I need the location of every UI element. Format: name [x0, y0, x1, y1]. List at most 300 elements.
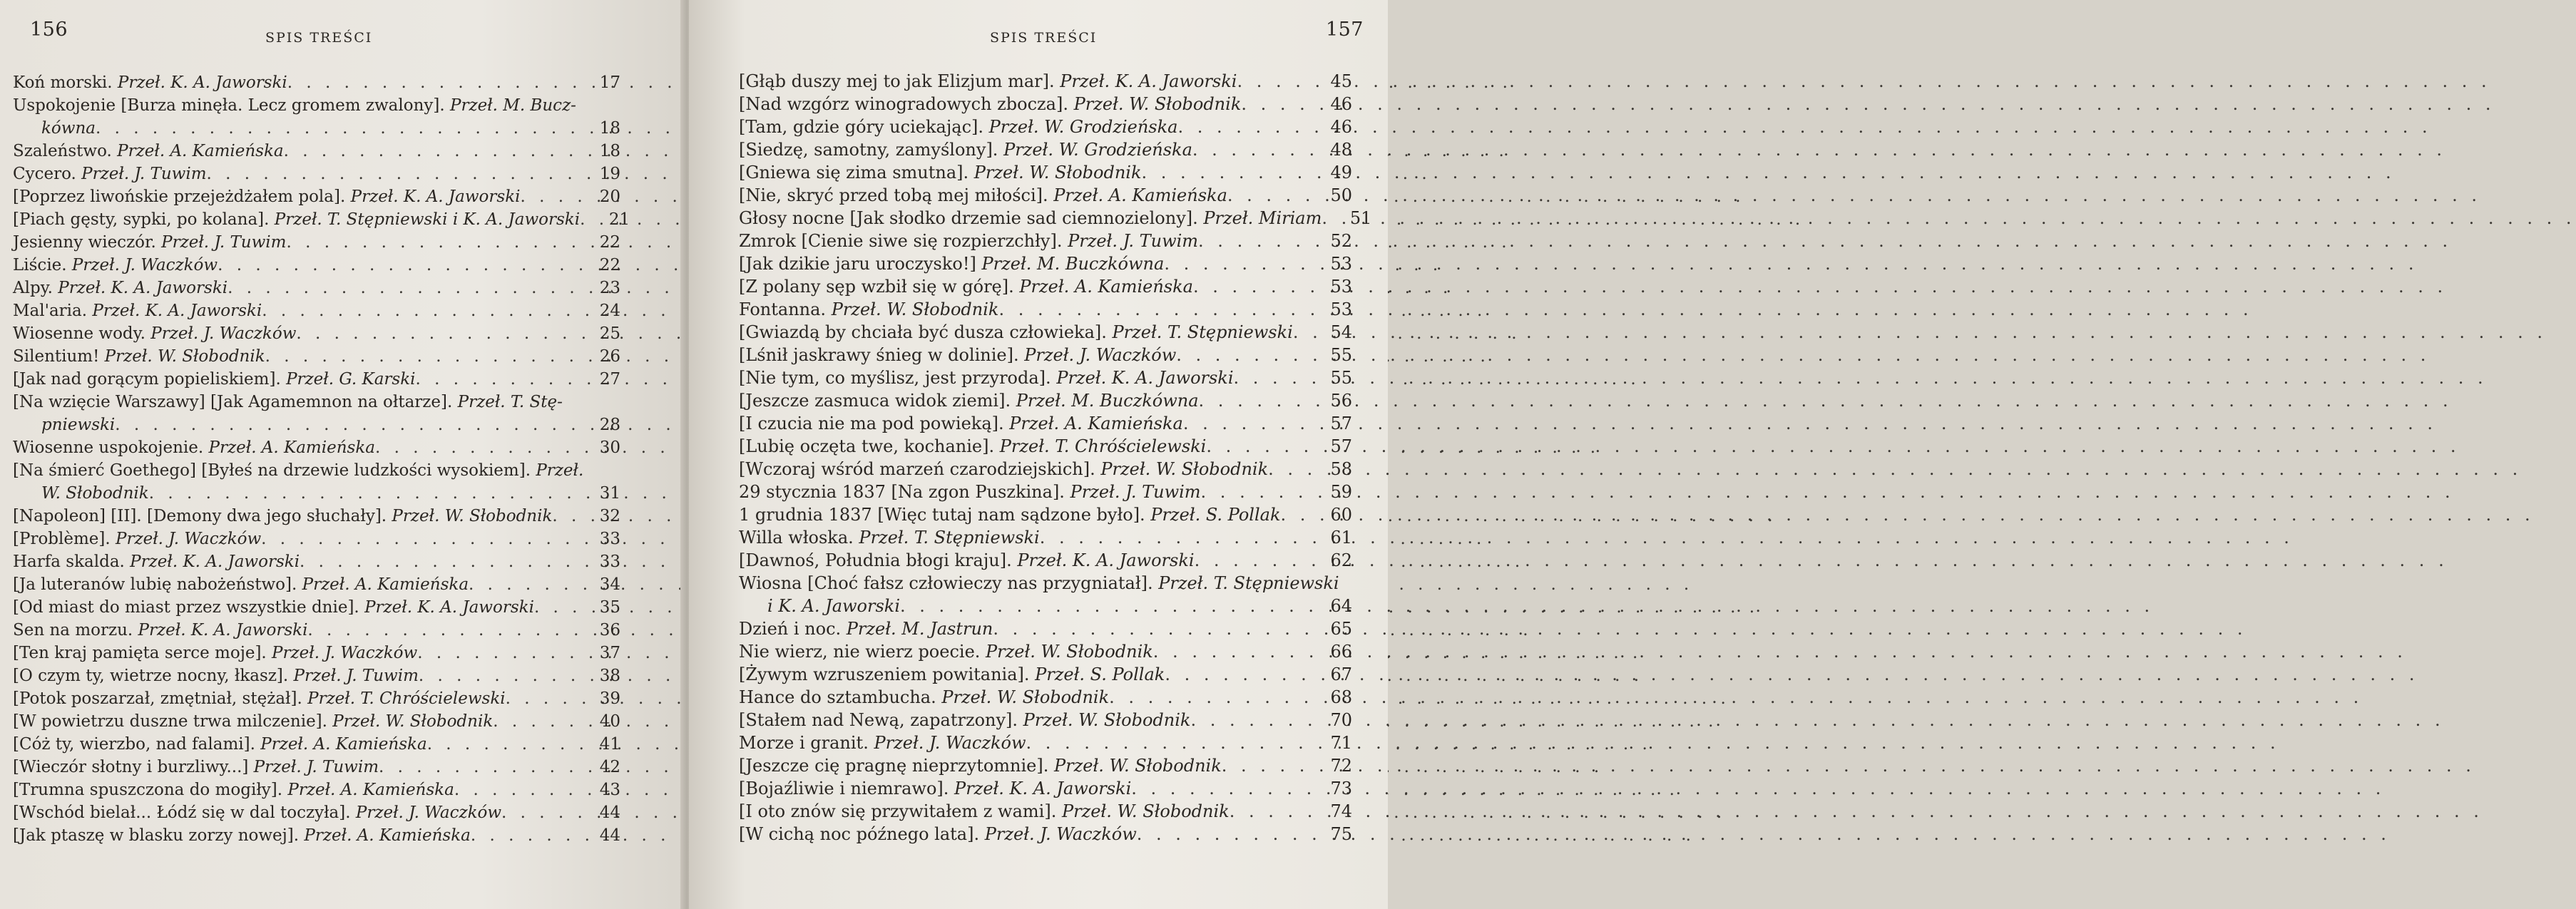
dot-leader	[419, 664, 585, 687]
entry-page-number: 66	[1330, 642, 1352, 662]
running-header: SPIS TREŚCI	[265, 30, 373, 46]
dot-leader	[454, 779, 585, 801]
entry-page-number: 21	[608, 210, 630, 229]
entry-title: Harfa skalda. Przeł. K. A. Jaworski	[13, 553, 300, 571]
dot-leader	[993, 617, 1317, 640]
entry-title: [Żywym wzruszeniem powitania]. Przeł. S. Pollak	[739, 664, 1165, 684]
entry-continuation: i K. A. Jaworski	[767, 596, 901, 616]
entry-title: [Nie tym, co myślisz, jest przyroda]. Przeł. K. A. Jaworski	[739, 368, 1234, 388]
entry-second-line	[13, 482, 620, 505]
dot-leader	[427, 733, 585, 756]
entry-translator: Przeł. J. Waczków	[150, 324, 297, 343]
toc-entry	[739, 70, 1352, 93]
entry-page-number: 55	[1330, 345, 1352, 365]
dot-leader	[1177, 115, 1317, 138]
toc-entry	[739, 709, 1352, 731]
toc-entry	[13, 322, 620, 345]
entry-translator: Przeł. J. Waczków	[71, 256, 218, 274]
dot-leader	[115, 414, 585, 436]
dot-leader	[149, 482, 585, 505]
entry-title: [Trumna spuszczona do mogiły]. Przeł. A. Kamieńska	[13, 781, 454, 799]
entry-translator: Przeł. S. Pollak	[1150, 505, 1281, 525]
entry-translator: Przeł. A. Kamieńska	[287, 781, 454, 799]
entry-translator: Przeł. J. Tuwim	[1070, 482, 1201, 502]
entry-translator: Przeł. A. Kamieńska	[117, 142, 284, 160]
toc-entry	[13, 710, 620, 733]
toc-entry	[13, 208, 630, 231]
entry-translator: Przeł. T. Stępniewski	[1158, 573, 1339, 593]
entry-translator: Przeł. T. Chróścielewski	[307, 689, 506, 708]
toc-entry	[13, 642, 620, 664]
entry-page-number: 58	[1330, 459, 1352, 479]
entry-translator: Przeł. W. Słobodnik	[1073, 94, 1242, 114]
toc-entry	[13, 733, 620, 756]
toc-entry	[13, 619, 620, 642]
entry-translator: Przeł. W. Słobodnik	[332, 712, 494, 731]
toc-entry	[739, 366, 1352, 389]
entry-page-number: 18	[599, 142, 620, 160]
dot-leader	[1227, 184, 1317, 207]
entry-title: Dzień i noc. Przeł. M. Jastrun	[739, 619, 993, 639]
dot-leader	[1206, 435, 1317, 458]
entry-title: [I czucia nie ma pod powieką]. Przeł. A. Kamieńska	[739, 414, 1183, 433]
toc-entry	[13, 185, 620, 208]
entry-page-number: 24	[599, 302, 620, 320]
entry-second-line	[739, 595, 1352, 617]
toc-entry	[739, 823, 1352, 846]
entry-title: Szaleństwo. Przeł. A. Kamieńska	[13, 142, 284, 160]
entry-page-number: 25	[599, 324, 620, 343]
entry-page-number: 32	[599, 507, 620, 525]
dot-leader	[1268, 458, 1317, 481]
entry-title: [Potok poszarzał, zmętniał, stężał]. Przeł. T. Chróścielewski	[13, 689, 506, 708]
entry-title: [Z polany sęp wzbił się w górę]. Przeł. A. Kamieńska	[739, 277, 1193, 297]
entry-continuation: pniewski	[41, 416, 116, 434]
entry-title: [Gniewa się zima smutna]. Przeł. W. Słobodnik	[739, 163, 1142, 183]
entry-page-number: 20	[599, 188, 620, 206]
entry-translator: Przeł. M. Buczkówna	[981, 254, 1165, 274]
entry-translator: Przeł. A. Kamieńska	[260, 735, 427, 754]
dot-leader	[1153, 640, 1317, 663]
toc-entry	[13, 459, 620, 505]
toc-entry	[13, 368, 620, 391]
entry-page-number: 45	[1330, 71, 1352, 91]
entry-page-number: 73	[1330, 779, 1352, 798]
dot-leader	[493, 710, 585, 733]
entry-translator: Przeł. K. A. Jaworski	[138, 621, 308, 640]
toc-entry	[13, 231, 620, 254]
dot-leader	[1237, 70, 1317, 93]
toc-entry	[739, 412, 1352, 435]
dot-leader	[1201, 481, 1317, 503]
entry-translator: Przeł. G. Karski	[286, 370, 416, 389]
entry-page-number: 51	[1349, 208, 1372, 228]
toc-entry	[739, 572, 1352, 617]
toc-entry	[13, 254, 620, 277]
entry-page-number: 35	[599, 598, 620, 617]
entry-title: [Nad wzgórz winogradowych zbocza]. Przeł. W. Słobodnik	[739, 94, 1242, 114]
toc-entry	[739, 435, 1352, 458]
entry-title: Nie wierz, nie wierz poecie. Przeł. W. Słobodnik	[739, 642, 1153, 662]
toc-entry	[13, 596, 620, 619]
dot-leader	[262, 299, 585, 322]
entry-translator: Przeł. S. Pollak	[1035, 664, 1165, 684]
entry-title: [Ja luteranów lubię nabożeństwo]. Przeł. A. Kamieńska	[13, 575, 469, 594]
entry-title: [Tam, gdzie góry uciekając]. Przeł. W. Grodzieńska	[739, 117, 1178, 137]
entry-translator: Przeł. M. Jastrun	[846, 619, 993, 639]
entry-page-number: 44	[599, 803, 620, 822]
dot-leader	[552, 505, 585, 528]
entry-title: [Gwiazdą by chciała być dusza człowieka]. Przeł. T. Stępniewski	[739, 322, 1293, 342]
dot-leader	[286, 231, 585, 254]
entry-translator: Przeł. W. Słobodnik	[986, 642, 1153, 662]
dot-leader	[1176, 344, 1317, 366]
entry-title: [Ten kraj pamięta serce moje]. Przeł. J. Waczków	[13, 644, 418, 662]
entry-title: [O czym ty, wietrze nocny, łkasz]. Przeł. J. Tuwim	[13, 667, 419, 685]
entry-translator: Przeł. W. Słobodnik	[941, 687, 1110, 707]
entry-translator: Przeł. K. A. Jaworski	[350, 188, 521, 206]
entry-translator: Przeł. A. Kamieńska	[1009, 414, 1183, 433]
entry-page-number: 61	[1330, 528, 1352, 548]
dot-leader	[1192, 138, 1317, 161]
entry-title: [Cóż ty, wierzbo, nad falami]. Przeł. A. Kamieńska	[13, 735, 427, 754]
entry-page-number: 70	[1330, 710, 1352, 730]
entry-translator: Przeł. J. Tuwim	[1068, 231, 1199, 251]
entry-continuation: W. Słobodnik	[41, 484, 149, 503]
entry-translator: Przeł. K. A. Jaworski	[130, 553, 300, 571]
toc-entry	[739, 777, 1352, 800]
entry-page-number: 55	[1330, 368, 1352, 388]
toc-entry	[739, 161, 1352, 184]
dot-leader	[534, 596, 585, 619]
toc-list	[13, 71, 630, 847]
dot-leader	[1281, 503, 1317, 526]
entry-page-number: 40	[599, 712, 620, 731]
entry-translator: Przeł. K. A. Jaworski	[954, 779, 1132, 798]
dot-leader	[265, 345, 585, 368]
right-page	[689, 0, 1388, 909]
entry-first-line	[739, 572, 1352, 595]
entry-title: [W powietrzu duszne trwa milczenie]. Przeł. W. Słobodnik	[13, 712, 494, 731]
entry-title: [Napoleon] [II]. [Demony dwa jego słuchały]. Przeł. W. Słobodnik	[13, 507, 553, 525]
running-header: SPIS TREŚCI	[990, 30, 1098, 46]
entry-title: Alpy. Przeł. K. A. Jaworski	[13, 279, 228, 297]
entry-second-line	[13, 414, 620, 436]
entry-title: Mal'aria. Przeł. K. A. Jaworski	[13, 302, 262, 320]
toc-entry	[13, 71, 620, 94]
dot-leader	[1293, 321, 1317, 344]
entry-first-line	[13, 391, 620, 414]
toc-entry	[739, 115, 1352, 138]
dot-leader	[1137, 823, 1317, 846]
entry-page-number: 31	[599, 484, 620, 503]
dot-leader	[1040, 526, 1317, 549]
dot-leader	[1193, 275, 1317, 298]
toc-entry	[13, 528, 620, 550]
toc-entry	[13, 687, 620, 710]
entry-page-number: 67	[1330, 664, 1352, 684]
entry-translator: Przeł. W. Słobodnik	[831, 299, 999, 319]
toc-entry	[13, 140, 620, 163]
entry-title: Głosy nocne [Jak słodko drzemie sad ciemnozielony]. Przeł. Miriam	[739, 208, 1322, 228]
entry-translator: Przeł. K. A. Jaworski	[58, 279, 228, 297]
entry-translator: Przeł. T. Chróścielewski	[999, 436, 1207, 456]
entry-translator: Przeł. W. Słobodnik	[104, 347, 265, 366]
dot-leader	[520, 185, 585, 208]
entry-page-number: 50	[1330, 185, 1352, 205]
entry-title: [Wieczór słotny i burzliwy...] Przeł. J. Tuwim	[13, 758, 379, 776]
entry-first-line	[13, 94, 620, 117]
dot-leader	[1109, 686, 1317, 709]
entry-title: [Głąb duszy mej to jak Elizjum mar]. Przeł. K. A. Jaworski	[739, 71, 1237, 91]
entry-title: Uspokojenie [Burza minęła. Lecz gromem zwalony]. Przeł. M. Bucz-	[13, 96, 576, 115]
entry-page-number: 27	[599, 370, 620, 389]
entry-translator: Przeł. M. Bucz-	[450, 96, 576, 115]
entry-page-number: 56	[1330, 391, 1352, 411]
dot-leader	[379, 756, 585, 779]
toc-entry	[13, 436, 620, 459]
dot-leader	[1230, 800, 1317, 823]
toc-entry	[739, 617, 1352, 640]
entry-page-number: 33	[599, 530, 620, 548]
toc-entry	[739, 754, 1352, 777]
entry-title: Morze i granit. Przeł. J. Waczków	[739, 733, 1026, 753]
toc-entry	[739, 207, 1372, 230]
entry-page-number: 53	[1330, 254, 1352, 274]
entry-second-line	[13, 117, 620, 140]
toc-entry	[13, 756, 620, 779]
dot-leader	[469, 573, 585, 596]
dot-leader	[1241, 93, 1317, 115]
toc-entry	[739, 252, 1352, 275]
dot-leader	[1164, 252, 1317, 275]
entry-title: Wiosna [Choć fałsz człowieczy nas przygniatał]. Przeł. T. Stępniewski	[739, 573, 1339, 593]
entry-page-number: 39	[599, 689, 620, 708]
entry-translator: Przeł. K. A. Jaworski	[1056, 368, 1234, 388]
toc-entry	[13, 345, 620, 368]
entry-page-number: 54	[1330, 322, 1352, 342]
entry-title: Cycero. Przeł. J. Tuwim	[13, 165, 207, 183]
entry-page-number: 33	[599, 553, 620, 571]
dot-leader	[501, 801, 585, 824]
dot-leader	[417, 642, 585, 664]
dot-leader	[261, 528, 585, 550]
entry-translator: Przeł. J. Waczków	[1024, 345, 1177, 365]
entry-title: Koń morski. Przeł. K. A. Jaworski	[13, 73, 287, 92]
entry-title: [Na śmierć Goethego] [Byłeś na drzewie ludzkości wysokiem]. Przeł.	[13, 461, 584, 480]
dot-leader	[207, 163, 586, 185]
entry-translator: Przeł. J. Waczków	[272, 644, 418, 662]
entry-title: [Jeszcze cię pragnę nieprzytomnie]. Przeł. W. Słobodnik	[739, 756, 1222, 776]
entry-translator: Przeł. W. Słobodnik	[1023, 710, 1191, 730]
entry-page-number: 30	[599, 438, 620, 457]
toc-entry	[13, 391, 620, 436]
entry-title: [Jak dzikie jaru uroczysko!] Przeł. M. Buczkówna	[739, 254, 1165, 274]
entry-translator: Przeł. J. Tuwim	[293, 667, 419, 685]
toc-entry	[13, 664, 620, 687]
toc-entry	[739, 275, 1352, 298]
entry-title: [Jak ptaszę w blasku zorzy nowej]. Przeł. A. Kamieńska	[13, 826, 471, 845]
entry-translator: Przeł. J. Waczków	[355, 803, 502, 822]
dot-leader	[1026, 731, 1317, 754]
dot-leader	[1142, 161, 1317, 184]
entry-page-number: 46	[1330, 94, 1352, 114]
entry-translator: Przeł. T. Stępniewski i K. A. Jaworski	[274, 210, 581, 229]
toc-entry	[739, 663, 1352, 686]
dot-leader	[1234, 366, 1317, 389]
toc-entry	[13, 801, 620, 824]
toc-entry	[13, 94, 620, 140]
dot-leader	[1198, 230, 1317, 252]
entry-translator: Przeł. J. Waczków	[116, 530, 262, 548]
entry-page-number: 46	[1330, 117, 1352, 137]
entry-translator: Przeł. A. Kamieńska	[304, 826, 471, 845]
entry-translator: Przeł. K. A. Jaworski	[117, 73, 287, 92]
dot-leader	[1190, 709, 1317, 731]
entry-page-number: 74	[1330, 801, 1352, 821]
entry-translator: Przeł. W. Grodzieńska	[1003, 140, 1192, 160]
entry-translator: Przeł. W. Słobodnik	[1054, 756, 1222, 776]
entry-title: Zmrok [Cienie siwe się rozpierzchły]. Przeł. J. Tuwim	[739, 231, 1199, 251]
entry-title: [Od miast do miast przez wszystkie dnie]. Przeł. K. A. Jaworski	[13, 598, 534, 617]
entry-title: Sen na morzu. Przeł. K. A. Jaworski	[13, 621, 308, 640]
entry-translator: Przeł. W. Słobodnik	[392, 507, 553, 525]
entry-title: Jesienny wieczór. Przeł. J. Tuwim	[13, 233, 287, 252]
entry-continuation: kówna	[41, 119, 96, 138]
dot-leader	[416, 368, 585, 391]
entry-page-number: 64	[1330, 596, 1352, 616]
toc-entry	[739, 230, 1352, 252]
entry-title: [Poprzez liwońskie przejeżdżałem pola]. Przeł. K. A. Jaworski	[13, 188, 521, 206]
entry-title: [Problème]. Przeł. J. Waczków	[13, 530, 262, 548]
entry-translator: Przeł. T. Stępniewski	[1112, 322, 1293, 342]
dot-leader	[471, 824, 585, 847]
toc-entry	[739, 344, 1352, 366]
entry-first-line	[13, 459, 620, 482]
entry-page-number: 62	[1330, 550, 1352, 570]
toc-entry	[13, 573, 620, 596]
dot-leader	[228, 277, 585, 299]
entry-page-number: 26	[599, 347, 620, 366]
entry-page-number: 60	[1330, 505, 1352, 525]
entry-page-number: 36	[599, 621, 620, 640]
dot-leader	[1165, 663, 1317, 686]
entry-title: [Na wzięcie Warszawy] [Jak Agamemnon na ołtarze]. Przeł. T. Stę-	[13, 393, 563, 411]
entry-translator: Przeł. W. Grodzieńska	[988, 117, 1178, 137]
dot-leader	[1322, 207, 1336, 230]
entry-page-number: 71	[1330, 733, 1352, 753]
toc-entry	[739, 458, 1352, 481]
entry-page-number: 72	[1330, 756, 1352, 776]
toc-entry	[739, 549, 1352, 572]
dot-leader	[1183, 412, 1317, 435]
entry-title: Silentium! Przeł. W. Słobodnik	[13, 347, 265, 366]
toc-entry	[739, 298, 1352, 321]
entry-translator: Przeł. K. A. Jaworski	[364, 598, 534, 617]
toc-entry	[13, 277, 620, 299]
dot-leader	[900, 595, 1317, 617]
entry-translator: Przeł. A. Kamieńska	[302, 575, 469, 594]
entry-title: [Bojaźliwie i niemrawo]. Przeł. K. A. Jaworski	[739, 779, 1132, 798]
entry-page-number: 34	[599, 575, 620, 594]
toc-entry	[739, 321, 1352, 344]
toc-entry	[13, 505, 620, 528]
entry-page-number: 48	[1330, 140, 1352, 160]
dot-leader	[1195, 549, 1317, 572]
dot-leader	[284, 140, 585, 163]
entry-translator: Przeł. W. Słobodnik	[1100, 459, 1269, 479]
entry-page-number: 38	[599, 667, 620, 685]
entry-translator: Przeł.	[536, 461, 584, 480]
dot-leader	[1222, 754, 1317, 777]
entry-translator: Przeł. W. Słobodnik	[973, 163, 1142, 183]
entry-title: [Siedzę, samotny, zamyślony]. Przeł. W. Grodzieńska	[739, 140, 1192, 160]
entry-title: [Lubię oczęta twe, kochanie]. Przeł. T. Chróścielewski	[739, 436, 1207, 456]
entry-page-number: 28	[599, 416, 620, 434]
entry-translator: Przeł. A. Kamieńska	[1053, 185, 1227, 205]
entry-translator: Przeł. K. A. Jaworski	[92, 302, 262, 320]
entry-page-number: 75	[1330, 824, 1352, 844]
entry-translator: Przeł. Miriam	[1203, 208, 1322, 228]
entry-page-number: 65	[1330, 619, 1352, 639]
dot-leader	[375, 436, 585, 459]
entry-page-number: 53	[1330, 299, 1352, 319]
toc-entry	[739, 93, 1352, 115]
entry-translator: Przeł. J. Tuwim	[81, 165, 207, 183]
entry-page-number: 59	[1330, 482, 1352, 502]
entry-title: Willa włoska. Przeł. T. Stępniewski	[739, 528, 1040, 548]
entry-translator: Przeł. K. A. Jaworski	[1017, 550, 1195, 570]
entry-translator: Przeł. M. Buczkówna	[1016, 391, 1199, 411]
dot-leader	[1131, 777, 1317, 800]
entry-translator: Przeł. J. Tuwim	[161, 233, 287, 252]
dot-leader	[506, 687, 585, 710]
toc-entry	[13, 163, 620, 185]
toc-entry	[739, 138, 1352, 161]
entry-page-number: 23	[599, 279, 620, 297]
toc-entry	[13, 779, 620, 801]
dot-leader	[307, 619, 585, 642]
toc-entry	[739, 389, 1352, 412]
toc-entry	[739, 503, 1352, 526]
dot-leader	[287, 71, 585, 94]
toc-entry	[739, 526, 1352, 549]
toc-entry	[13, 824, 620, 847]
entry-page-number: 37	[599, 644, 620, 662]
entry-title: [Jak nad gorącym popieliskiem]. Przeł. G. Karski	[13, 370, 416, 389]
dot-leader	[296, 322, 585, 345]
toc-entry	[13, 299, 620, 322]
entry-title: Fontanna. Przeł. W. Słobodnik	[739, 299, 999, 319]
dot-leader	[580, 208, 594, 231]
dot-leader	[1199, 389, 1317, 412]
entry-page-number: 22	[599, 256, 620, 274]
entry-page-number: 49	[1330, 163, 1352, 183]
entry-page-number: 43	[599, 781, 620, 799]
entry-translator: Przeł. J. Waczków	[874, 733, 1026, 753]
entry-title: 1 grudnia 1837 [Więc tutaj nam sądzone było]. Przeł. S. Pollak	[739, 505, 1281, 525]
toc-entry	[13, 550, 620, 573]
toc-entry	[739, 640, 1352, 663]
entry-page-number: 41	[599, 735, 620, 754]
entry-title: [Stałem nad Newą, zapatrzony]. Przeł. W. Słobodnik	[739, 710, 1191, 730]
entry-page-number: 57	[1330, 414, 1352, 433]
toc-entry	[739, 481, 1352, 503]
entry-page-number: 22	[599, 233, 620, 252]
page-number: 156	[30, 19, 68, 41]
entry-page-number: 44	[599, 826, 620, 845]
entry-translator: Przeł. W. Słobodnik	[1061, 801, 1230, 821]
